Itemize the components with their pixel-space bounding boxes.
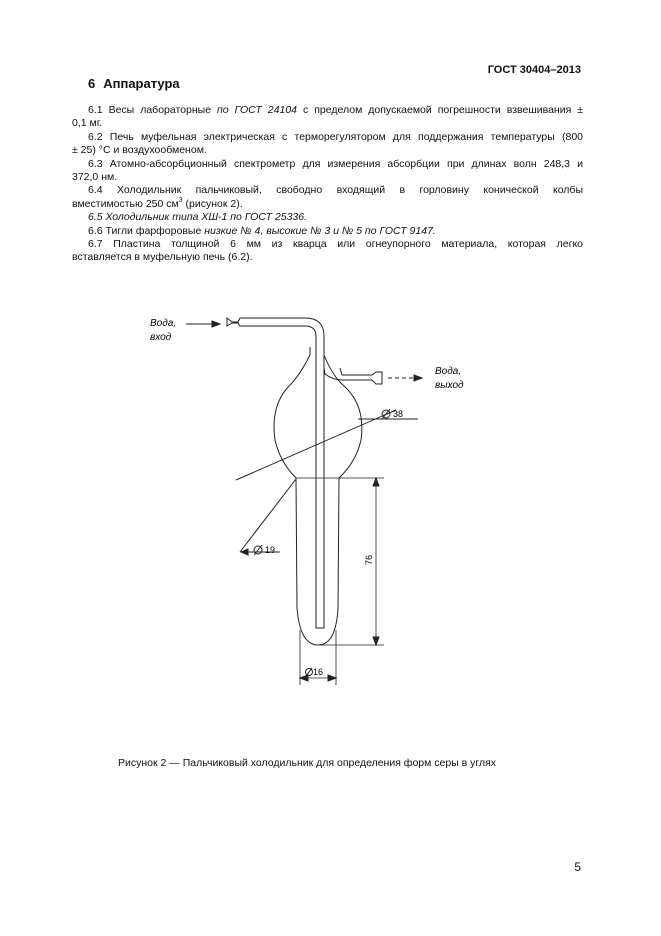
dim-19-label: 19 <box>265 545 276 555</box>
water-out-label-2: выход <box>435 380 464 391</box>
water-out-label-1: Вода, <box>435 366 462 377</box>
paragraph-6-4-cont <box>72 198 583 211</box>
figure-caption: Рисунок 2 — Пальчиковый холодильник для определения форм серы в углях <box>118 757 497 769</box>
dim-38-label: 38 <box>393 409 404 419</box>
p1-text-c: с пределом допускаемой погрешности взвешивания ± <box>297 104 584 116</box>
section-heading <box>88 76 188 91</box>
paragraph-6-7: 6.7 Пластина толщиной 6 мм из кварца или огнеупорного материала, которая легко <box>88 238 583 251</box>
dim-16-label: 16 <box>313 667 324 677</box>
p4-sup: 3 <box>178 196 183 204</box>
section-number: 6 <box>88 76 96 91</box>
paragraph-6-1 <box>72 104 583 117</box>
outlet-arm <box>324 368 382 384</box>
p1-text-a: 6.1 Весы лабораторные <box>88 104 218 116</box>
section-title: Аппаратура <box>103 76 180 91</box>
paragraph-6-3-cont: 372,0 нм. <box>72 171 118 184</box>
section-body <box>72 104 583 265</box>
paragraph-6-4: 6.4 Холодильник пальчиковый, свободно входящий в горловину конической колбы <box>88 184 583 197</box>
paragraph-6-3: 6.3 Атомно-абсорбционный спектрометр для измерения абсорбции при длинах волн 248,3 и <box>88 157 583 170</box>
dim-76-label: 76 <box>364 554 374 565</box>
paragraph-6-1-cont: 0,1 мг. <box>72 117 103 130</box>
paragraph-6-2: 6.2 Печь муфельная электрическая с терморегулятором для поддержания температуры (800 <box>88 130 583 143</box>
condenser-outer-wall <box>274 347 362 645</box>
paragraph-6-5: 6.5 Холодильник типа ХШ-1 по ГОСТ 25336. <box>88 211 308 224</box>
water-in-label-1: Вода, <box>150 318 177 329</box>
paragraph-6-2-cont: ± 25) °С и воздухообменом. <box>72 144 207 157</box>
p6-text-a: 6.6 Тигли фарфоровые <box>88 224 205 237</box>
water-in-label-2: вход <box>150 332 172 343</box>
p4-text-c: (рисунок 2). <box>182 197 243 210</box>
p1-text-b: по ГОСТ 24104 <box>217 104 298 116</box>
standard-header: ГОСТ 30404–2013 <box>487 64 581 76</box>
page-number: 5 <box>574 860 581 874</box>
inner-tube <box>227 318 324 628</box>
paragraph-6-6 <box>72 225 583 238</box>
p6-text-b: низкие № 4, высокие № 3 и № 5 по ГОСТ 9147. <box>204 224 436 237</box>
p4-text-b: вместимостью 250 см <box>72 197 179 210</box>
paragraph-6-7-cont: вставляется в муфельную печь (6.2). <box>72 251 253 264</box>
finger-condenser-figure <box>0 300 661 700</box>
